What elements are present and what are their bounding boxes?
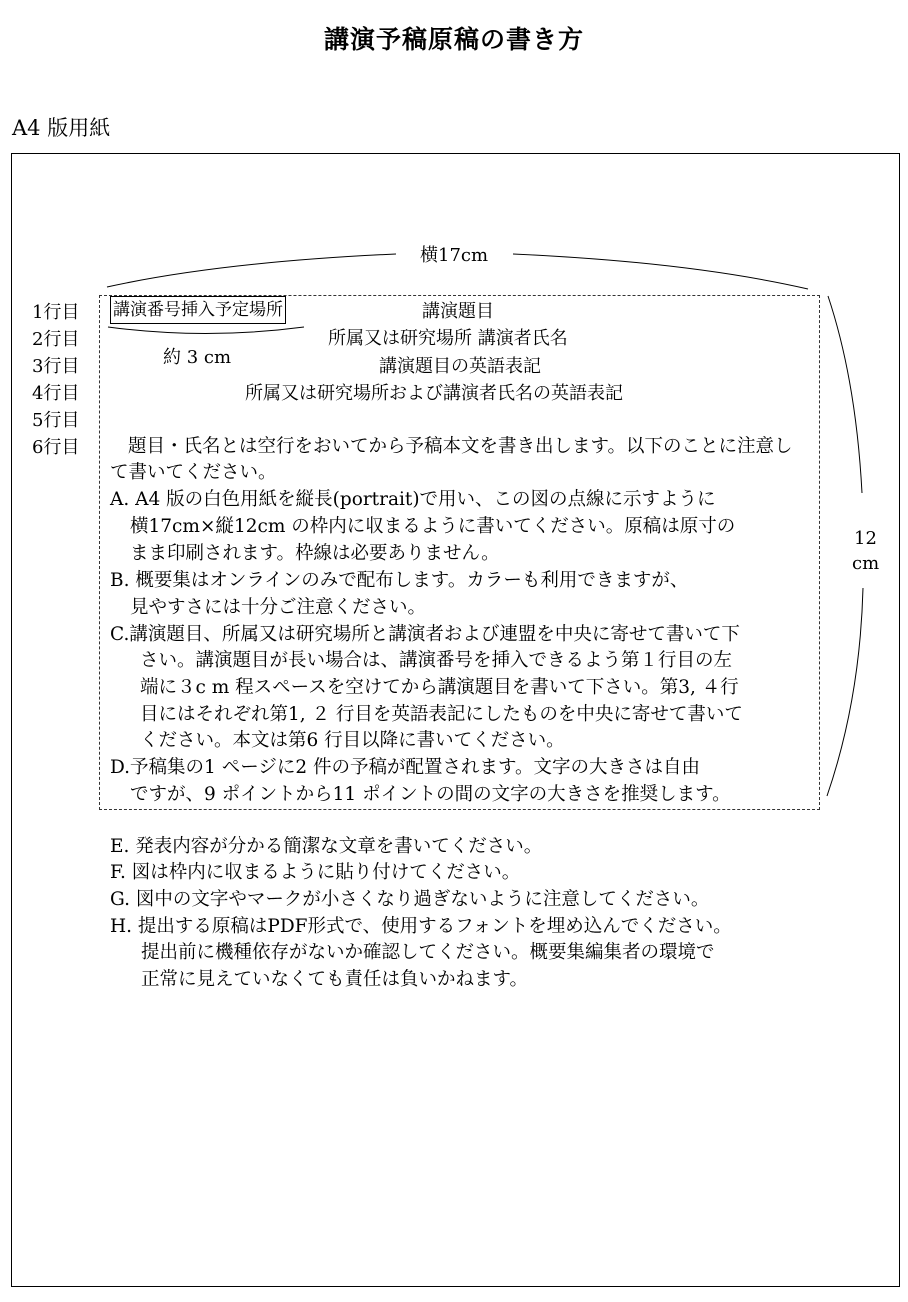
height-bracket-top bbox=[828, 296, 862, 493]
affiliation-speaker-english: 所属又は研究場所および講演者氏名の英語表記 bbox=[245, 383, 623, 404]
note-line: 提出前に機種依存がないか確認してください。概要集編集者の環境で bbox=[141, 942, 715, 963]
body-line: C.講演題目、所属又は研究場所と講演者および連盟を中央に寄せて書いて下 bbox=[110, 624, 740, 645]
paper-size-label: A4 版用紙 bbox=[12, 116, 111, 140]
body-line: て書いてください。 bbox=[110, 462, 277, 483]
note-line: G. 図中の文字やマークが小さくなり過ぎないように注意してください。 bbox=[110, 889, 710, 910]
lecture-number-placeholder: 講演番号挿入予定場所 bbox=[110, 296, 286, 324]
body-line: B. 概要集はオンラインのみで配布します。カラーも利用できますが、 bbox=[110, 570, 689, 591]
line-number-4: 4行目 bbox=[32, 383, 80, 404]
line-number-1: 1行目 bbox=[32, 302, 80, 323]
placeholder-brace bbox=[108, 327, 304, 334]
body-line: 横17cm×縦12cm の枠内に収まるように書いてください。原稿は原寸の bbox=[130, 516, 736, 537]
body-line: 目にはそれぞれ第1, ２ 行目を英語表記にしたものを中央に寄せて書いて bbox=[140, 704, 743, 725]
page-title: 講演予稿原稿の書き方 bbox=[323, 25, 584, 54]
line-number-2: 2行目 bbox=[32, 329, 80, 350]
body-line: 端に３c m 程スペースを空けてから講演題目を書いて下さい。第3, ４行 bbox=[140, 677, 739, 698]
body-line: 題目・氏名とは空行をおいてから予稿本文を書き出します。以下のことに注意し bbox=[128, 436, 793, 457]
affiliation-speaker: 所属又は研究場所 講演者氏名 bbox=[328, 328, 568, 349]
height-bracket-bottom bbox=[827, 588, 863, 796]
width-bracket-right bbox=[513, 254, 808, 289]
width-label: 横17cm bbox=[420, 245, 489, 266]
lecture-title: 講演題目 bbox=[422, 301, 494, 322]
body-line: ですが、9 ポイントから11 ポイントの間の文字の大きさを推奨します。 bbox=[130, 784, 731, 805]
body-line: D.予稿集の1 ページに2 件の予稿が配置されます。文字の大きさは自由 bbox=[110, 757, 701, 778]
note-line: E. 発表内容が分かる簡潔な文章を書いてください。 bbox=[110, 836, 543, 857]
line-number-5: 5行目 bbox=[32, 410, 80, 431]
body-line: さい。講演題目が長い場合は、講演番号を挿入できるよう第１行目の左 bbox=[140, 650, 733, 671]
placeholder-width-label: 約 3 cm bbox=[163, 347, 232, 368]
body-line: 見やすさには十分ご注意ください。 bbox=[130, 597, 427, 618]
note-line: F. 図は枠内に収まるように貼り付けてください。 bbox=[110, 862, 521, 883]
line-number-3: 3行目 bbox=[32, 356, 80, 377]
body-line: A. A4 版の白色用紙を縦長(portrait)で用い、この図の点線に示すように bbox=[110, 489, 716, 510]
height-label-unit: cm bbox=[852, 553, 880, 574]
line-number-6: 6行目 bbox=[32, 437, 80, 458]
lecture-title-english: 講演題目の英語表記 bbox=[379, 356, 541, 377]
body-line: まま印刷されます。枠線は必要ありません。 bbox=[130, 543, 500, 564]
note-line: H. 提出する原稿はPDF形式で、使用するフォントを埋め込んでください。 bbox=[110, 916, 732, 937]
width-bracket-left bbox=[107, 254, 396, 287]
note-line: 正常に見えていなくても責任は負いかねます。 bbox=[141, 969, 529, 990]
height-label-number: 12 bbox=[854, 528, 877, 549]
body-line: ください。本文は第6 行目以降に書いてください。 bbox=[140, 730, 565, 751]
